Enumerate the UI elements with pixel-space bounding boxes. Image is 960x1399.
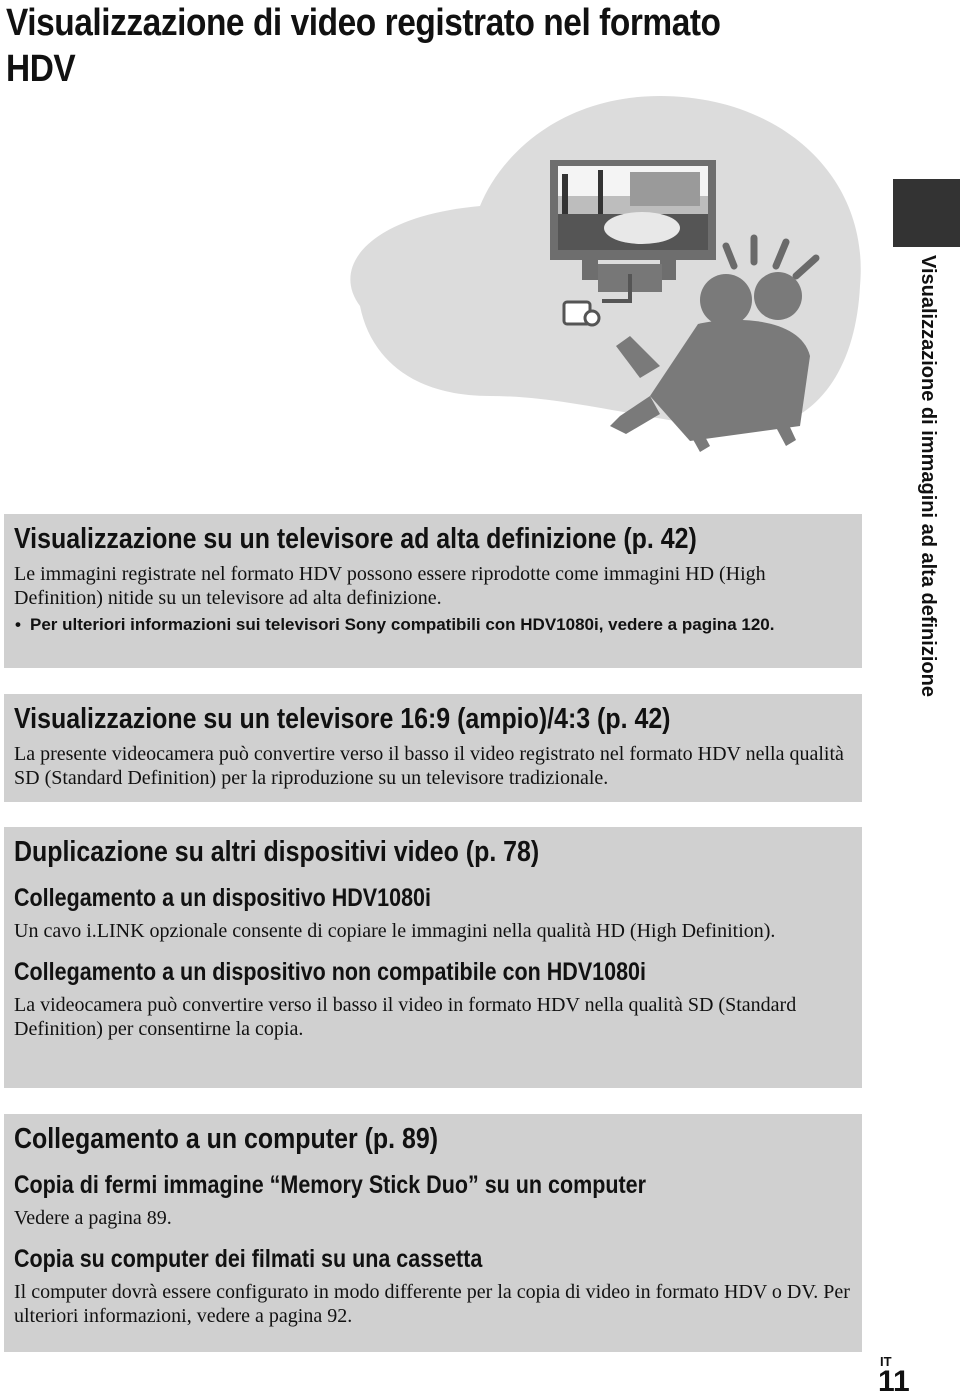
page-number: 11 — [878, 1365, 910, 1398]
section-sd-body: La presente videocamera può convertire verso il basso il video registrato nel formato HDV nella qualità SD (Standard Definition) per la riproduzione su un televisore tradizionale. — [14, 743, 844, 789]
page-title: Visualizzazione di video registrato nel formato HDV — [6, 2, 721, 90]
section-dub-sub1-body: Un cavo i.LINK opzionale consente di copiare le immagini nella qualità HD (High Definition). — [14, 920, 776, 942]
section-sd-heading: Visualizzazione su un televisore 16:9 (ampio)/4:3 (p. 42) — [14, 703, 671, 735]
chapter-side-label: Visualizzazione di immagini ad alta definizione — [917, 255, 939, 697]
section-pc-sub1-body: Vedere a pagina 89. — [14, 1207, 172, 1229]
section-hd-bullet — [14, 612, 852, 637]
section-hd-bullet-text: Per ulteriori informazioni sui televisori Sony compatibili con HDV1080i, vedere a pagina 120. — [30, 615, 775, 634]
page-language-code: IT — [880, 1354, 892, 1369]
section-pc-heading: Collegamento a un computer (p. 89) — [14, 1123, 439, 1155]
bullet-icon: • — [15, 615, 21, 634]
section-pc-sub1-heading: Copia di fermi immagine “Memory Stick Duo” su un computer — [14, 1171, 646, 1199]
section-hd-body: Le immagini registrate nel formato HDV possono essere riprodotte come immagini HD (High Definition) nitide su un televisore ad alta definizione. — [14, 563, 766, 609]
tv-viewing-illustration — [330, 96, 870, 466]
section-dub-heading: Duplicazione su altri dispositivi video (p. 78) — [14, 836, 540, 868]
section-hd-tv — [4, 514, 862, 668]
section-dub-sub2-heading: Collegamento a un dispositivo non compatibile con HDV1080i — [14, 958, 646, 986]
section-pc-sub2-heading: Copia su computer dei filmati su una cassetta — [14, 1245, 483, 1273]
section-hd-heading: Visualizzazione su un televisore ad alta definizione (p. 42) — [14, 523, 697, 555]
section-pc-sub2-body: Il computer dovrà essere configurato in modo differente per la copia di video in formato HDV o DV. Per ulteriori informazioni, vedere a pagina 92. — [14, 1281, 850, 1327]
section-dub-sub2-body: La videocamera può convertire verso il basso il video in formato HDV nella qualità SD (Standard Definition) per consentirne la copia. — [14, 994, 797, 1040]
section-dubbing — [4, 827, 862, 1088]
section-dub-sub1-heading: Collegamento a un dispositivo HDV1080i — [14, 884, 431, 912]
section-computer — [4, 1114, 862, 1352]
chapter-tab-marker — [893, 179, 960, 247]
section-sd-tv — [4, 694, 862, 802]
